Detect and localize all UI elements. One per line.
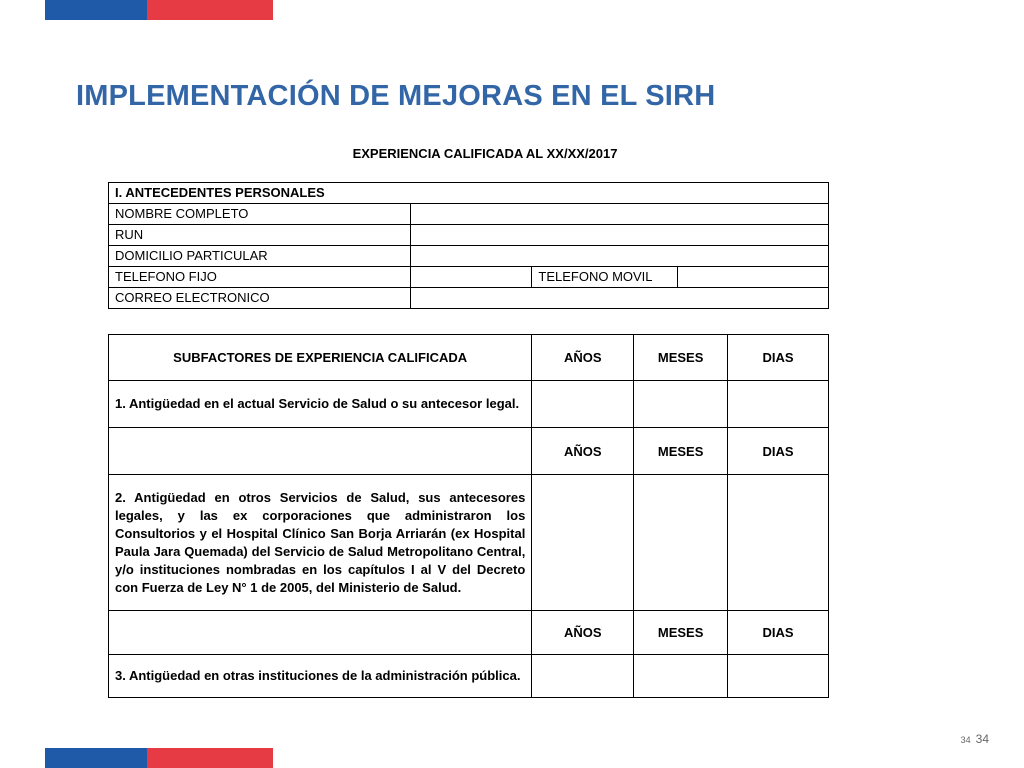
page-number-large: 34	[975, 732, 989, 746]
col-dias: DIAS	[728, 335, 829, 381]
field-label-correo: CORREO ELECTRONICO	[109, 288, 411, 309]
col-dias: DIAS	[728, 611, 829, 655]
factor-item-2: 2. Antigüedad en otros Servicios de Salud, sus antecesores legales, y las ex corporaciones que administraron los Consultorios y el Hospital Clínico San Borja Arriarán (ex Hospital Paula Jara Quemada) del Servicio de Salud Metropolitano Central, y/o instituciones nombradas en los capítulos I al V del Decreto con Fuerza de Ley N° 1 de 2005, del Ministerio de Salud.	[109, 475, 532, 611]
field-label-run: RUN	[109, 225, 411, 246]
field-value-telefono-movil[interactable]	[678, 267, 829, 288]
col-anos: AÑOS	[532, 428, 634, 475]
page-number-small: 34	[960, 735, 971, 745]
table-row	[109, 246, 829, 267]
value-dias-3[interactable]	[728, 655, 829, 698]
field-label-domicilio: DOMICILIO PARTICULAR	[109, 246, 411, 267]
col-meses: MESES	[634, 335, 728, 381]
col-meses: MESES	[634, 611, 728, 655]
value-anos-2[interactable]	[532, 475, 634, 611]
value-anos-1[interactable]	[532, 381, 634, 428]
personal-data-table	[108, 182, 829, 309]
col-meses: MESES	[634, 428, 728, 475]
field-label-nombre: NOMBRE COMPLETO	[109, 204, 411, 225]
top-bar-red	[147, 0, 273, 20]
col-anos: AÑOS	[532, 611, 634, 655]
field-value-nombre[interactable]	[410, 204, 828, 225]
empty-cell	[109, 611, 532, 655]
bottom-bar-blue	[45, 748, 147, 768]
field-value-run[interactable]	[410, 225, 828, 246]
form-title: EXPERIENCIA CALIFICADA AL XX/XX/2017	[352, 146, 618, 161]
bottom-bar-red	[147, 748, 273, 768]
factors-header: SUBFACTORES DE EXPERIENCIA CALIFICADA	[109, 335, 532, 381]
table-row	[109, 428, 829, 475]
top-bar-blue	[45, 0, 147, 20]
slide-title: IMPLEMENTACIÓN DE MEJORAS EN EL SIRH	[76, 80, 716, 112]
value-anos-3[interactable]	[532, 655, 634, 698]
value-dias-2[interactable]	[728, 475, 829, 611]
table-row	[109, 655, 829, 698]
factor-item-3: 3. Antigüedad en otras instituciones de la administración pública.	[109, 655, 532, 698]
table-row	[109, 381, 829, 428]
table-row	[109, 335, 829, 381]
section-heading: I. ANTECEDENTES PERSONALES	[109, 183, 829, 204]
page-number	[961, 732, 989, 746]
table-row	[109, 204, 829, 225]
table-row	[109, 288, 829, 309]
experience-factors-table	[108, 334, 829, 698]
value-meses-1[interactable]	[634, 381, 728, 428]
value-meses-2[interactable]	[634, 475, 728, 611]
field-value-domicilio[interactable]	[410, 246, 828, 267]
field-label-telefono-fijo: TELEFONO FIJO	[109, 267, 411, 288]
table-row	[109, 225, 829, 246]
field-value-correo[interactable]	[410, 288, 828, 309]
col-anos: AÑOS	[532, 335, 634, 381]
field-label-telefono-movil: TELEFONO MOVIL	[532, 267, 678, 288]
col-dias: DIAS	[728, 428, 829, 475]
factor-item-1: 1. Antigüedad en el actual Servicio de Salud o su antecesor legal.	[109, 381, 532, 428]
value-dias-1[interactable]	[728, 381, 829, 428]
empty-cell	[109, 428, 532, 475]
field-value-telefono-fijo[interactable]	[410, 267, 532, 288]
value-meses-3[interactable]	[634, 655, 728, 698]
table-row	[109, 183, 829, 204]
table-row	[109, 267, 829, 288]
table-row	[109, 611, 829, 655]
table-row	[109, 475, 829, 611]
